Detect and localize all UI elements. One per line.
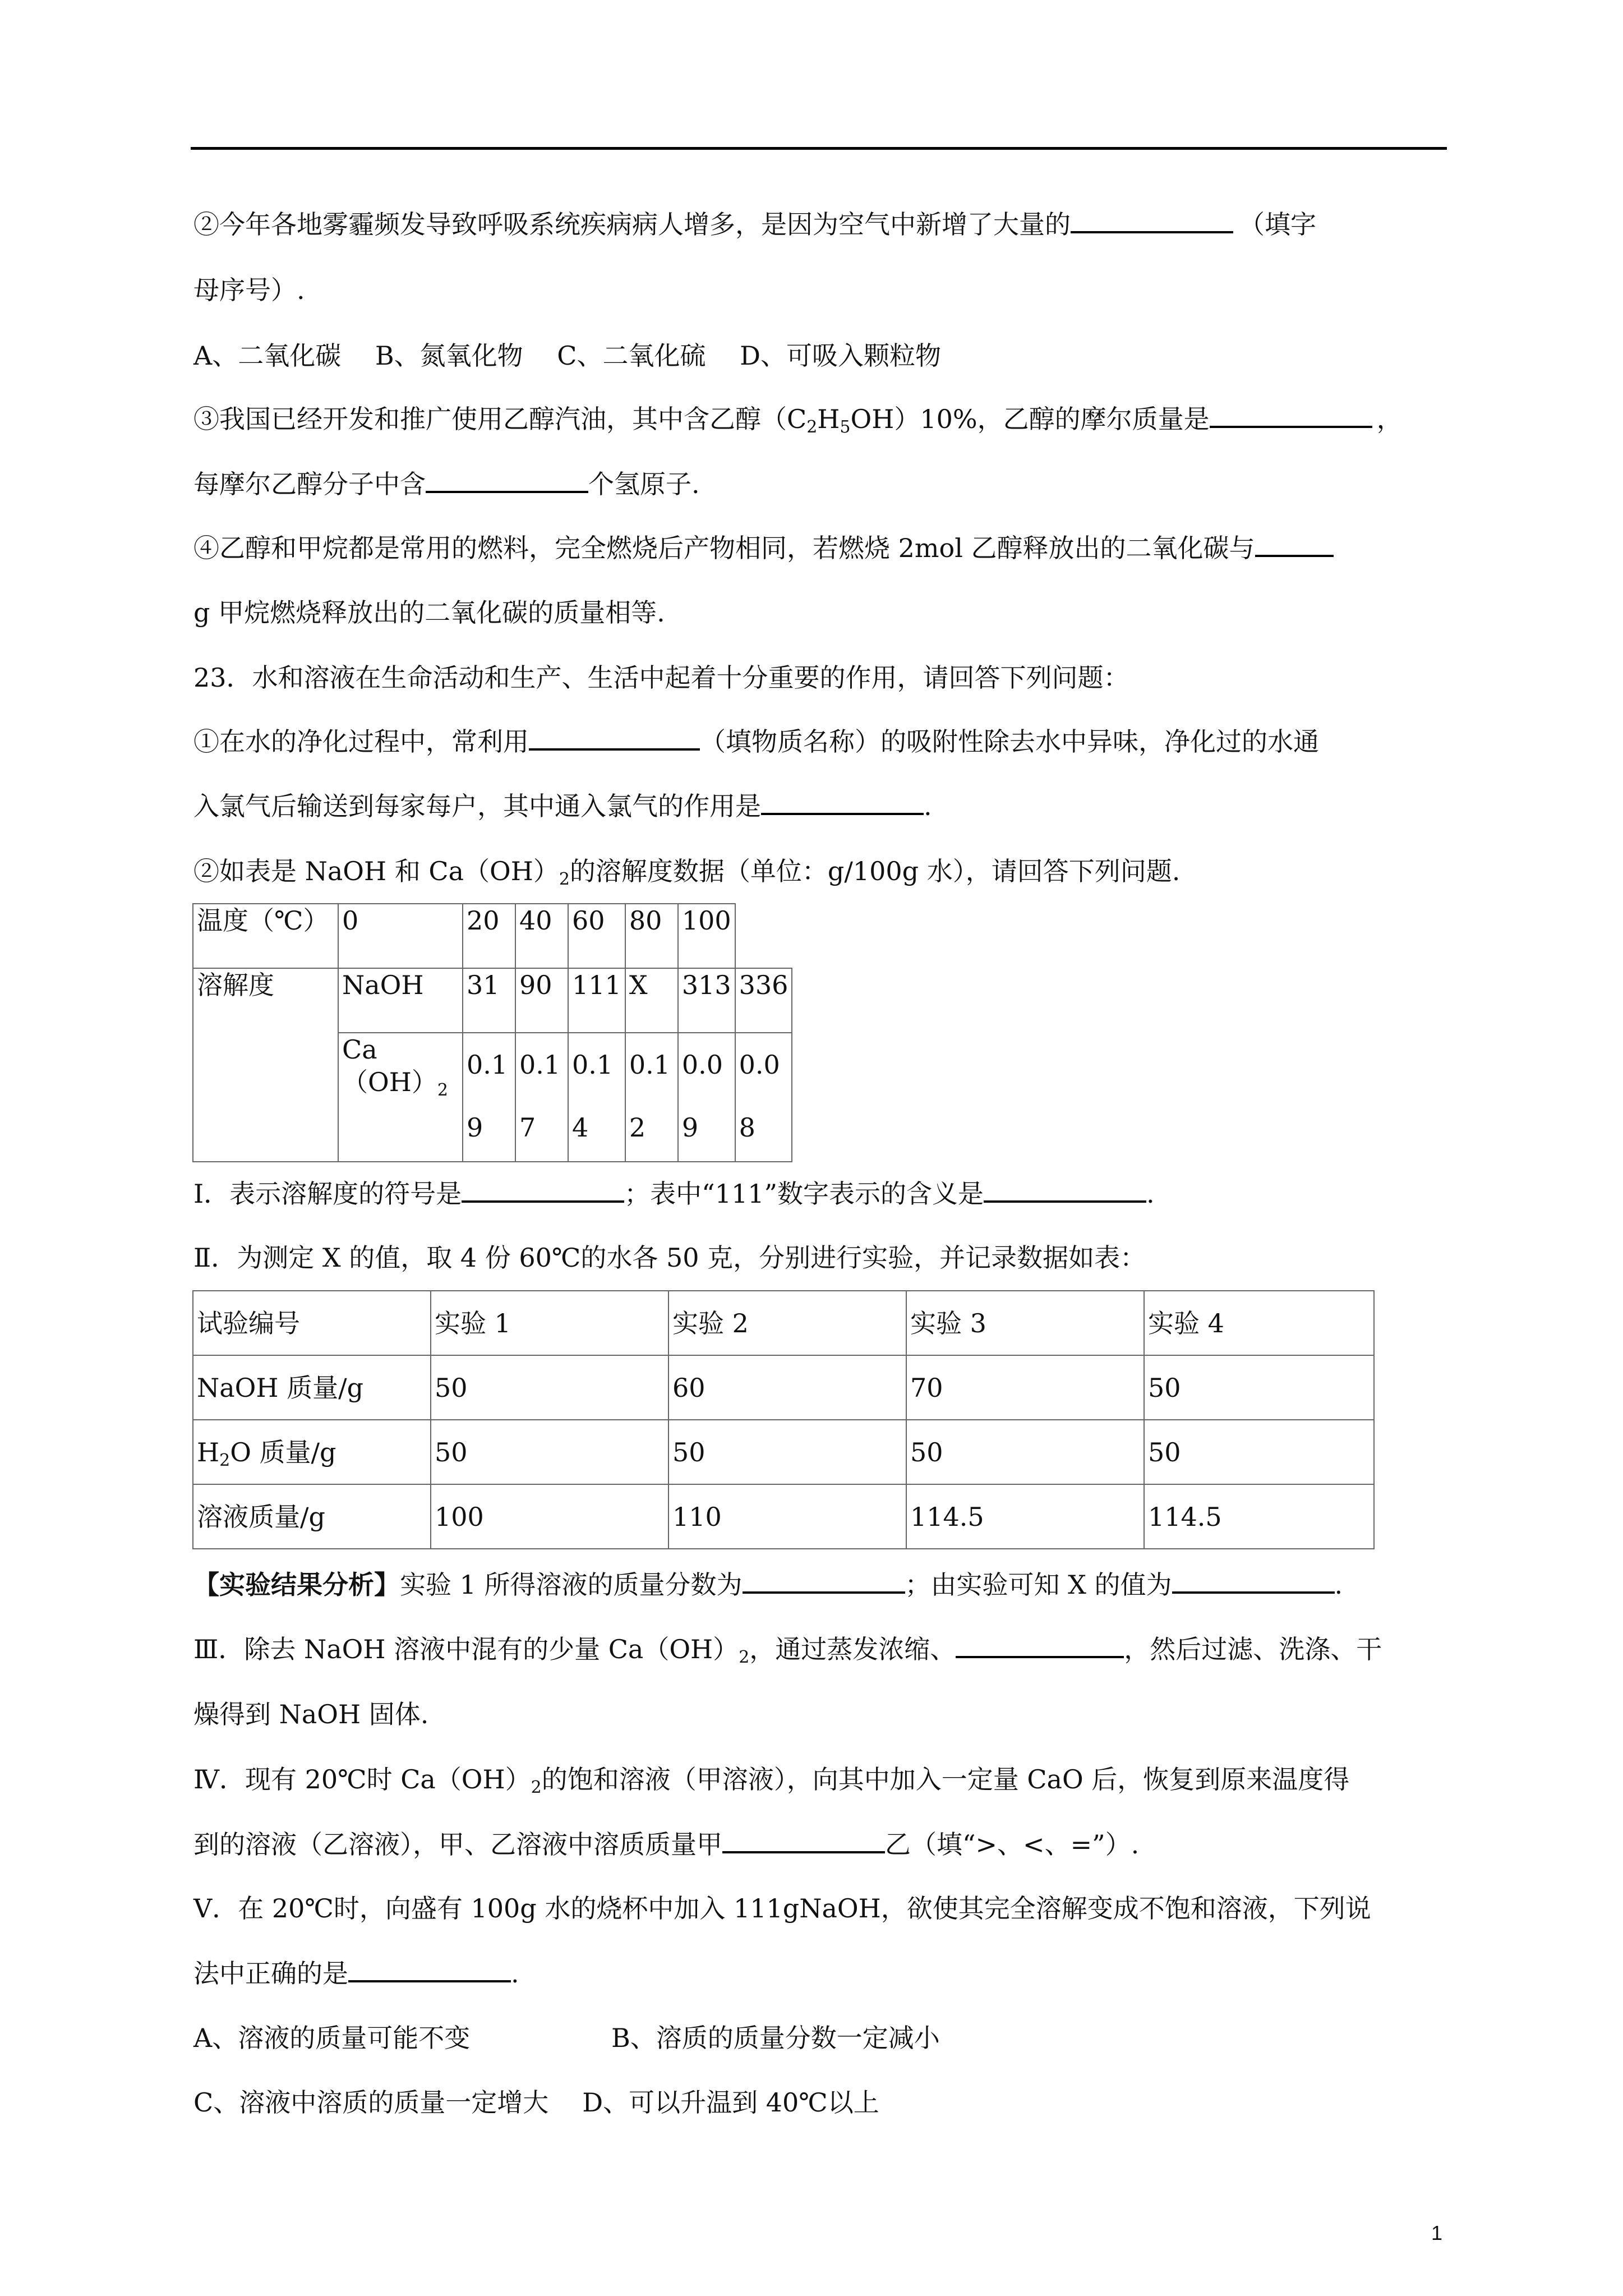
q23-options-row1b <box>611 2021 940 2055</box>
answer-blank[interactable] <box>348 1957 511 1982</box>
table-cell: 50 <box>668 1420 906 1484</box>
q23-III-line2: 燥得到 NaOH 固体. <box>193 1699 429 1729</box>
option-d: D、可以升温到 40℃以上 <box>582 2087 879 2118</box>
table-cell: 50 <box>906 1420 1144 1484</box>
answer-blank[interactable] <box>1071 208 1233 233</box>
table-cell: 313 <box>678 968 735 1033</box>
table-row <box>193 1355 1374 1420</box>
answer-blank[interactable] <box>1210 402 1372 428</box>
table-row <box>193 1291 1374 1355</box>
table-cell: 0.19 <box>463 1033 515 1162</box>
table-cell: 50 <box>431 1420 668 1484</box>
table-cell: 114.5 <box>906 1484 1144 1549</box>
q22-part2-line1: ②今年各地雾霾频发导致呼吸系统疾病病人增多，是因为空气中新增了大量的 （填字 <box>193 208 1316 241</box>
answer-blank[interactable] <box>956 1632 1124 1658</box>
table-cell: 80 <box>625 904 678 968</box>
q22-options: A、二氧化碳 B、氮氧化物 C、二氧化硫 D、可吸入颗粒物 <box>193 341 941 371</box>
q23-options-row2 <box>193 2086 879 2119</box>
table-cell: 31 <box>463 968 515 1033</box>
table-cell: 0.17 <box>515 1033 568 1162</box>
answer-blank[interactable] <box>743 1568 905 1594</box>
table-cell: 110 <box>668 1484 906 1549</box>
header-rule <box>191 147 1447 150</box>
table-row <box>193 1420 1374 1484</box>
q22-part3-line1: ③我国已经开发和推广使用乙醇汽油，其中含乙醇$(C_2H_5OH)10\%$，乙醇的摩尔质量是 ， <box>193 402 1403 436</box>
table-cell: 60 <box>668 1355 906 1420</box>
q22-part4-line2: g 甲烷燃烧释放出的二氧化碳的质量相等. <box>193 597 665 628</box>
table-cell: 0.12 <box>625 1033 678 1162</box>
table-header-cell: 实验 4 <box>1144 1291 1374 1355</box>
q23-III-line1: Ⅲ．除去 NaOH 溶液中混有的少量 $Ca(OH)_2$，通过蒸发浓缩、 ，然后过滤、洗涤、干 <box>193 1632 1382 1666</box>
q23-I-line: Ⅰ．表示溶解度的符号是 ；表中“111”数字表示的含义是 . <box>193 1177 1155 1211</box>
q23-II-line: Ⅱ．为测定 X 的值，取 4 份 60℃的水各 50 克，分别进行实验，并记录数据如表： <box>193 1243 1146 1273</box>
table-cell: 0 <box>338 904 463 968</box>
q23-options-row1 <box>193 2021 470 2055</box>
table-cell: 20 <box>463 904 515 968</box>
table-header-cell: 实验 3 <box>906 1291 1144 1355</box>
table-header-cell: 试验编号 <box>193 1291 431 1355</box>
table-cell: 111 <box>568 968 625 1033</box>
table-row <box>193 904 792 968</box>
table-cell: 100 <box>678 904 735 968</box>
table-cell: X <box>625 968 678 1033</box>
experiment-table <box>192 1290 1375 1549</box>
answer-blank[interactable] <box>722 1828 885 1853</box>
solubility-table <box>192 903 792 1162</box>
table-cell: 温度（℃） <box>193 904 338 968</box>
table-cell: 70 <box>906 1355 1144 1420</box>
option-b: B、溶质的质量分数一定减小 <box>611 2023 940 2053</box>
q23-IV-line1: Ⅳ．现有 20℃时 $Ca(OH)_2$的饱和溶液（甲溶液），向其中加入一定量 CaO 后，恢复到原来温度得 <box>193 1764 1350 1797</box>
table-cell: 60 <box>568 904 625 968</box>
table-cell: 336 <box>735 968 792 1033</box>
table-cell: 100 <box>431 1484 668 1549</box>
answer-blank[interactable] <box>1172 1568 1335 1594</box>
q23-part1-line2: 入氯气后输送到每家每户，其中通入氯气的作用是 . <box>193 789 932 823</box>
table-cell: 40 <box>515 904 568 968</box>
q23-part2-line: ②如表是 NaOH 和 $Ca(OH)_2$的溶解度数据（单位：g/100g 水），请回答下列问题. <box>193 856 1181 889</box>
table-cell: 50 <box>1144 1355 1374 1420</box>
table-cell: 90 <box>515 968 568 1033</box>
answer-blank[interactable] <box>529 725 700 751</box>
q23-intro: 23．水和溶液在生命活动和生产、生活中起着十分重要的作用，请回答下列问题： <box>193 662 1129 693</box>
table-cell: 溶液质量/g <box>193 1484 431 1549</box>
table-row <box>193 968 792 1033</box>
option-a: A、溶液的质量可能不变 <box>193 2023 471 2053</box>
option-c: C、溶液中溶质的质量一定增大 <box>193 2087 549 2118</box>
answer-blank[interactable] <box>984 1177 1146 1203</box>
table-cell: $H_2O$ 质量/g <box>193 1420 431 1484</box>
q23-V-line2: 法中正确的是 . <box>193 1957 519 1990</box>
q22-part4-line1: ④乙醇和甲烷都是常用的燃料，完全燃烧后产物相同，若燃烧 2mol 乙醇释放出的二氧化碳与 <box>193 531 1334 565</box>
q23-IV-line2: 到的溶液（乙溶液），甲、乙溶液中溶质质量甲 乙（填“>、<、=”）. <box>193 1828 1139 1861</box>
table-cell: NaOH 质量/g <box>193 1355 431 1420</box>
q23-analysis-line: 【实验结果分析】实验 1 所得溶液的质量分数为 ；由实验可知 X 的值为 . <box>193 1568 1343 1602</box>
table-cell: 0.09 <box>678 1033 735 1162</box>
table-row <box>193 1484 1374 1549</box>
table-cell: 50 <box>1144 1420 1374 1484</box>
q23-V-line1: Ⅴ．在 20℃时，向盛有 100g 水的烧杯中加入 111gNaOH，欲使其完全溶解变成不饱和溶液，下列说 <box>193 1893 1371 1924</box>
table-cell: 0.08 <box>735 1033 792 1162</box>
answer-blank[interactable] <box>426 467 588 493</box>
q22-part3-line2: 每摩尔乙醇分子中含 个氢原子. <box>193 467 700 501</box>
table-cell: 0.14 <box>568 1033 625 1162</box>
table-cell-empty <box>735 904 792 968</box>
table-cell: 溶解度 <box>193 968 338 1162</box>
table-header-cell: 实验 1 <box>431 1291 668 1355</box>
table-cell: 50 <box>431 1355 668 1420</box>
page-number: 1 <box>1431 2221 1442 2244</box>
answer-blank[interactable] <box>761 789 924 815</box>
answer-blank[interactable] <box>462 1177 624 1203</box>
table-cell: NaOH <box>338 968 463 1033</box>
table-cell: $Ca(OH)_2$ <box>338 1033 463 1162</box>
q22-part2-line2: 母序号）. <box>193 275 305 305</box>
table-cell: 114.5 <box>1144 1484 1374 1549</box>
table-header-cell: 实验 2 <box>668 1291 906 1355</box>
q23-part1-line1: ①在水的净化过程中，常利用 （填物质名称）的吸附性除去水中异味，净化过的水通 <box>193 725 1319 758</box>
answer-blank[interactable] <box>1255 531 1334 557</box>
